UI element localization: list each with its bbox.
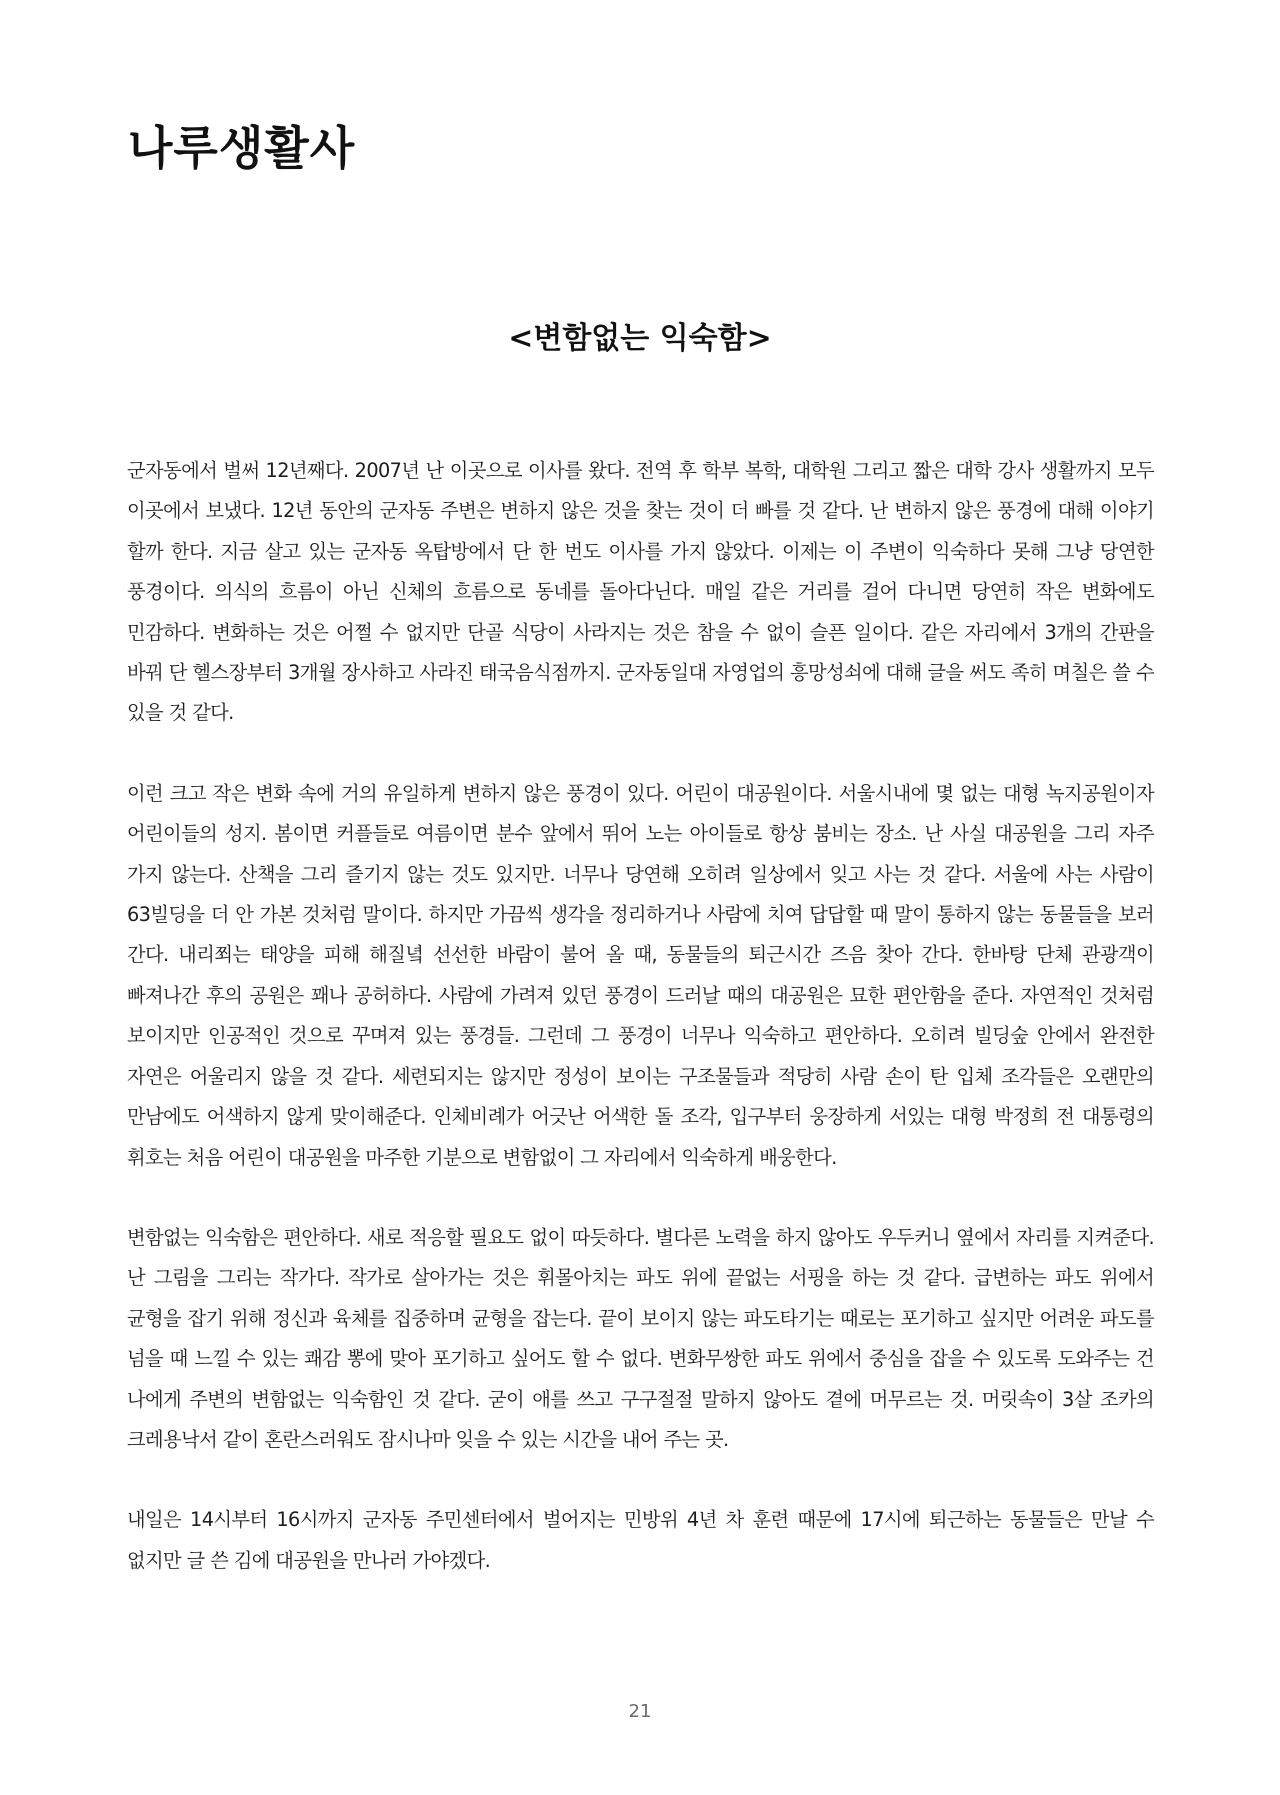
paragraph: 군자동에서 벌써 12년째다. 2007년 난 이곳으로 이사를 왔다. 전역 후 학부 복학, 대학원 그리고 짧은 대학 강사 생활까지 모두 이곳에서 보냈다. 12년 동안의 군자동 주변은 변하지 않은 것을 찾는 것이 더 빠를 것 같다. 난 변하지 않은 풍경에 대해 이야기 할까 한다. 지금 살고 있는 군자동 옥탑방에서 단 한 번도 이사를 가지 않았다. 이제는 이 주변이 익숙하다 못해 그냥 당연한 풍경이다. 의식의 흐름이 아닌 신체의 흐름으로 동네를 돌아다닌다. 매일 같은 거리를 걸어 다니면 당연히 작은 변화에도 민감하다. 변화하는 것은 어쩔 수 없지만 단골 식당이 사라지는 것은 참을 수 없이 슬픈 일이다. 같은 자리에서 3개의 간판을 바꿔 단 헬스장부터 3개월 장사하고 사라진 태국음식점까지. 군자동일대 자영업의 흥망성쇠에 대해 글을 써도 족히 며칠은 쓸 수 있을 것 같다. [127, 459, 1154, 725]
page-number: 21 [628, 1701, 652, 1722]
paragraph: 내일은 14시부터 16시까지 군자동 주민센터에서 벌어지는 민방위 4년 차 훈련 때문에 17시에 퇴근하는 동물들은 만날 수 없지만 글 쓴 김에 대공원을 만나러 가야겠다. [127, 1508, 1154, 1572]
chapter-title: <변함없는 익숙함> [508, 321, 772, 356]
book-title: 나루생활사 [128, 121, 356, 175]
paragraph: 이런 크고 작은 변화 속에 거의 유일하게 변하지 않은 풍경이 있다. 어린이 대공원이다. 서울시내에 몇 없는 대형 녹지공원이자 어린이들의 성지. 봄이면 커플들로 여름이면 분수 앞에서 뛰어 노는 아이들로 항상 붐비는 장소. 난 사실 대공원을 그리 자주 가지 않는다. 산책을 그리 즐기지 않는 것도 있지만. 너무나 당연해 오히려 일상에서 잊고 사는 것 같다. 서울에 사는 사람이 63빌딩을 더 안 가본 것처럼 말이다. 하지만 가끔씩 생각을 정리하거나 사람에 치여 답답할 때 말이 통하지 않는 동물들을 보러 간다. 내리쬐는 태양을 피해 해질녘 선선한 바람이 불어 올 때, 동물들의 퇴근시간 즈음 찾아 간다. 한바탕 단체 관광객이 빠져나간 후의 공원은 꽤나 공허하다. 사람에 가려져 있던 풍경이 드러날 때의 대공원은 묘한 편안함을 준다. 자연적인 것처럼 보이지만 인공적인 것으로 꾸며져 있는 풍경들. 그런데 그 풍경이 너무나 익숙하고 편안하다. 오히려 빌딩숲 안에서 완전한 자연은 어울리지 않을 것 같다. 세련되지는 않지만 정성이 보이는 구조물들과 적당히 사람 손이 탄 입체 조각들은 오랜만의 만남에도 어색하지 않게 맞이해준다. 인체비례가 어긋난 어색한 돌 조각, 입구부터 웅장하게 서있는 대형 박정희 전 대통령의 휘호는 처음 어린이 대공원을 마주한 기분으로 변함없이 그 자리에서 익숙하게 배웅한다. [127, 781, 1154, 1169]
paragraph: 변함없는 익숙함은 편안하다. 새로 적응할 필요도 없이 따듯하다. 별다른 노력을 하지 않아도 우두커니 옆에서 자리를 지켜준다. 난 그림을 그리는 작가다. 작가로 살아가는 것은 휘몰아치는 파도 위에 끝없는 서핑을 하는 것 같다. 급변하는 파도 위에서 균형을 잡기 위해 정신과 육체를 집중하며 균형을 잡는다. 끝이 보이지 않는 파도타기는 때로는 포기하고 싶지만 어려운 파도를 넘을 때 느낄 수 있는 쾌감 뽕에 맞아 포기하고 싶어도 할 수 없다. 변화무쌍한 파도 위에서 중심을 잡을 수 있도록 도와주는 건 나에게 주변의 변함없는 익숙함인 것 같다. 굳이 애를 쓰고 구구절절 말하지 않아도 곁에 머무르는 것. 머릿속이 3살 조카의 크레용낙서 같이 혼란스러워도 잠시나마 잊을 수 있는 시간을 내어 주는 곳. [127, 1225, 1154, 1451]
body-text [127, 451, 1154, 1621]
